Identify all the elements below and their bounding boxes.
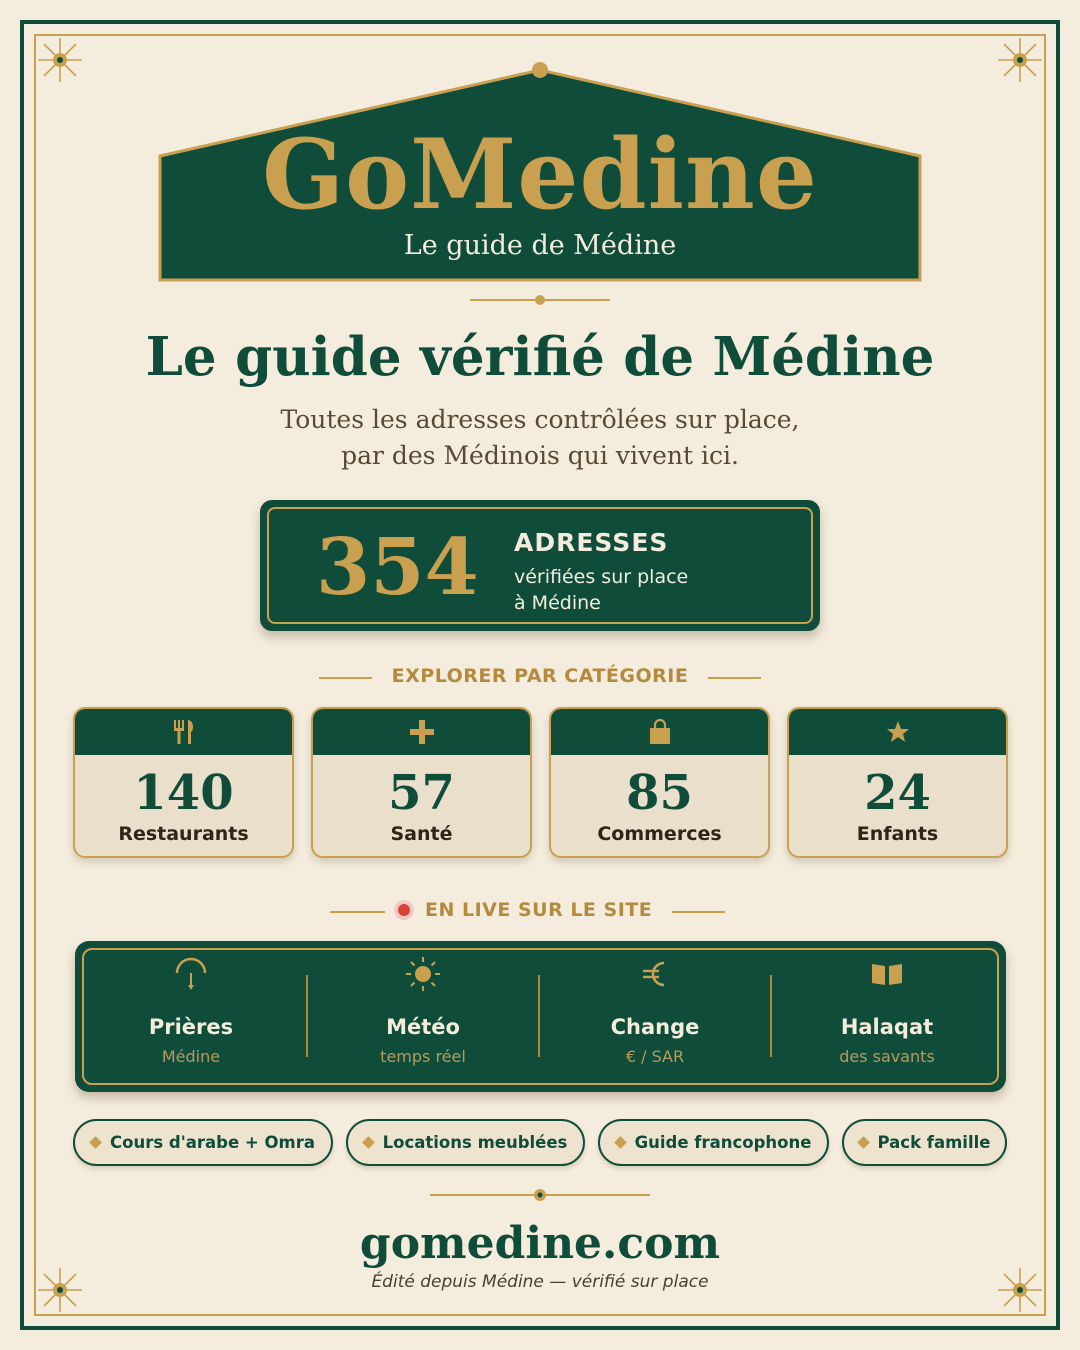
category-count: 85 [626, 765, 693, 821]
live-item-title: Prières [148, 1015, 234, 1039]
diamond-icon [614, 1136, 627, 1149]
divider-ornament [470, 292, 610, 308]
category-count: 140 [133, 765, 234, 821]
diamond-icon [89, 1136, 102, 1149]
corner-star-icon [35, 35, 85, 85]
diamond-icon [857, 1136, 870, 1149]
pill-cours-arabe-omra[interactable] [73, 1119, 333, 1166]
live-item-halaqat[interactable] [771, 955, 1003, 1066]
pill-label: Pack famille [877, 1133, 991, 1152]
fork-knife-icon [170, 718, 198, 746]
pill-guide-francophone[interactable] [598, 1119, 829, 1166]
live-item-title: Change [610, 1015, 700, 1039]
section-line [330, 911, 385, 913]
address-label: ADRESSES [514, 528, 669, 557]
brand-name: GoMedine [262, 118, 818, 231]
live-title: EN LIVE SUR LE SITE [425, 899, 653, 921]
category-count: 57 [388, 765, 455, 821]
euro-icon [637, 955, 673, 993]
live-item-meteo[interactable] [307, 955, 539, 1066]
section-line [672, 911, 725, 913]
corner-star-icon [995, 35, 1045, 85]
pill-label: Cours d'arabe + Omra [110, 1133, 315, 1152]
live-item-title: Météo [386, 1015, 460, 1039]
category-count: 24 [864, 765, 931, 821]
tagline: Édité depuis Médine — vérifié sur place [371, 1272, 709, 1292]
categories-title: EXPLORER PAR CATÉGORIE [391, 665, 689, 687]
brand-subtitle: Le guide de Médine [403, 230, 677, 261]
section-line [708, 677, 761, 679]
pill-locations-meublees[interactable] [346, 1119, 585, 1166]
category-name: Restaurants [118, 823, 249, 845]
category-commerces[interactable] [549, 707, 770, 858]
sun-icon [405, 955, 441, 993]
live-item-title: Halaqat [840, 1015, 934, 1039]
category-name: Commerces [597, 823, 722, 845]
live-item-sub: temps réel [380, 1047, 466, 1066]
prayer-arch-icon [173, 955, 209, 993]
live-item-change[interactable] [539, 955, 771, 1066]
category-name: Santé [390, 823, 453, 845]
live-item-sub: € / SAR [625, 1047, 685, 1066]
live-indicator-icon [393, 899, 415, 921]
pill-label: Locations meublées [382, 1133, 568, 1152]
live-item-prieres[interactable] [75, 955, 307, 1066]
category-name: Enfants [856, 823, 939, 845]
category-restaurants[interactable] [73, 707, 294, 858]
site-url-link[interactable]: gomedine.com [359, 1218, 721, 1269]
category-enfants[interactable] [787, 707, 1008, 858]
address-desc-line: vérifiées sur place [514, 566, 689, 588]
shopping-bag-icon [646, 718, 674, 746]
star-icon [884, 718, 912, 746]
address-desc-line: à Médine [514, 592, 601, 614]
address-description [514, 564, 688, 616]
pill-pack-famille[interactable] [842, 1119, 1007, 1166]
page-title: Le guide vérifié de Médine [145, 326, 935, 388]
address-count: 354 [316, 522, 479, 613]
diamond-icon [362, 1136, 375, 1149]
lead-text [0, 402, 1080, 474]
cross-icon [408, 718, 436, 746]
divider-ornament [430, 1187, 650, 1203]
lead-line: Toutes les adresses contrôlées sur place, [280, 405, 800, 434]
live-item-sub: des savants [839, 1047, 935, 1066]
book-icon [869, 955, 905, 993]
live-item-sub: Médine [161, 1047, 221, 1066]
pill-label: Guide francophone [634, 1133, 812, 1152]
lead-line: par des Médinois qui vivent ici. [341, 441, 739, 470]
category-sante[interactable] [311, 707, 532, 858]
